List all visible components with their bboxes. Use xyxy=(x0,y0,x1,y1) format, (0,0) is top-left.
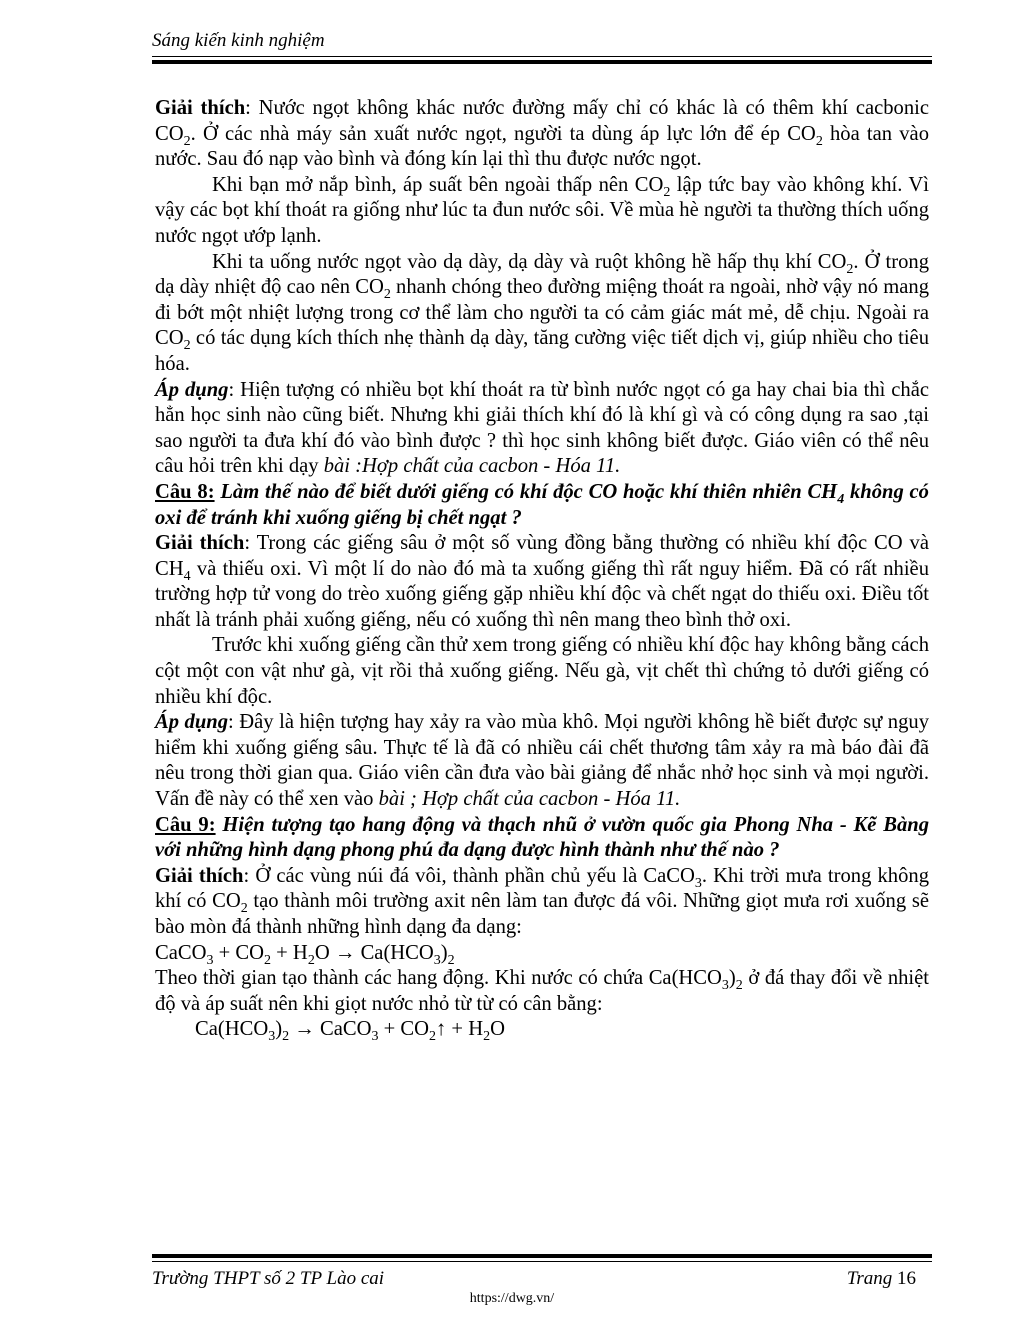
page-number: 16 xyxy=(897,1268,916,1289)
footer-url: https://dwg.vn/ xyxy=(469,1291,555,1306)
paragraph: Giải thích: Trong các giếng sâu ở một số vùng đồng bằng thường có nhiều khí độc CO và $CH_4$ và thiếu oxi. Vì một lí do nào đó mà ta xuống giếng thì rất nguy hiểm. Đã có rất nhiều trường hợp tử vong do trèo xuống giếng gặp nhiều khí độc và chết ngạt do thiếu oxi. Điều tốt nhất là tránh phải xuống giếng, nếu có xuống thì nên mang theo bình thở oxi. xyxy=(155,532,929,631)
paragraph: Áp dụng: Đây là hiện tượng hay xảy ra vào mùa khô. Mọi người không hề biết được sự nguy hiểm khi xuống giếng sâu. Thực tế là đã có nhiều cái chết thương tâm xảy ra mà báo đài đã nêu trong thời gian qua. Giáo viên cần đưa vào bài giảng để nhắc nhở học sinh và mọi người. Vấn đề này có thể xen vào bài ; Hợp chất của cacbon - Hóa 11. xyxy=(155,711,929,811)
paragraph: Trước khi xuống giếng cần thử xem trong giếng có nhiều khí độc hay không bằng cách cột một con vật như gà, vịt rồi thả xuống giếng. Nếu gà, vịt chết thì chứng tỏ dưới giếng có nhiều khí độc. xyxy=(155,634,929,708)
label-explanation: Giải thích xyxy=(155,864,244,887)
label-explanation: Giải thích xyxy=(155,97,246,119)
header-rule-thin xyxy=(152,56,932,57)
header-title: Sáng kiến kinh nghiệm xyxy=(152,30,325,51)
footer-school: Trường THPT số 2 TP Lào cai xyxy=(152,1268,385,1289)
paragraph: Khi bạn mở nắp bình, áp suất bên ngoài thấp nên $CO_2$ lập tức bay vào không khí. Vì vậy các bọt khí thoát ra giống như lúc ta đun nước sôi. Về mùa hè người ta thường thích uống nước ngọt ướp lạnh. xyxy=(155,173,929,247)
lesson-reference: bài :Hợp chất của cacbon - Hóa 11. xyxy=(323,455,621,478)
question-number: Câu 9: xyxy=(155,813,216,836)
question-heading: Câu 8: Làm thế nào để biết dưới giếng có khí độc CO hoặc khí thiên nhiên $CH_4$ không có oxi để tránh khi xuống giếng bị chết ngạt ? xyxy=(155,480,929,529)
paragraph: Áp dụng: Hiện tượng có nhiều bọt khí thoát ra từ bình nước ngọt có ga hay chai bia thì chắc hẳn học sinh nào cũng biết. Nhưng khi giải thích khí đó là khí gì và có công dụng ra sao ,tại sao người ta đưa khí đó vào bình được ? thì học sinh không biết được. Giáo viên có thể nêu câu hỏi trên khi dạy bài :Hợp chất của cacbon - Hóa 11. xyxy=(155,378,930,478)
header-rule-thick xyxy=(152,60,932,64)
question-heading: Câu 9: Hiện tượng tạo hang động và thạch nhũ ở vườn quốc gia Phong Nha - Kẽ Bàng với những hình dạng phong phú đa dạng được hình thành như thế nào ? xyxy=(155,813,929,862)
label-explanation: Giải thích xyxy=(155,532,245,555)
label-application: Áp dụng xyxy=(155,378,229,401)
question-number: Câu 8: xyxy=(155,480,215,503)
paragraph: Giải thích: Ở các vùng núi đá vôi, thành phần chủ yếu là CaCO$_3$. Khi trời mưa trong không khí có $CO_2$ tạo thành môi trường axit nên làm tan được đá vôi. Những giọt mưa rơi xuống sẽ bào mòn đá thành những hình dạng đa dạng: xyxy=(155,864,929,938)
paragraph: Theo thời gian tạo thành các hang động. Khi nước có chứa $Ca(HCO_3)_2$ ở đá thay đổi về nhiệt độ và áp suất nên khi giọt nước nhỏ từ từ có cân bằng: xyxy=(155,967,929,1015)
paragraph: Khi ta uống nước ngọt vào dạ dày, dạ dày và ruột không hề hấp thụ khí $CO_2$. Ở trong dạ dày nhiệt độ cao nên $CO_2$ nhanh chóng theo đường miệng thoát ra ngoài, nhờ vậy nó mang đi bớt một nhiệt lượng trong cơ thể làm cho người ta có cảm giác mát mẻ, dễ chịu. Ngoài ra $CO_2$ có tác dụng kích thích nhẹ thành dạ dày, tăng cường việc tiết dịch vị, giúp nhiều cho tiêu hóa. xyxy=(155,250,929,375)
lesson-reference: bài ; Hợp chất của cacbon - Hóa 11. xyxy=(378,788,681,811)
document-body xyxy=(155,96,929,1043)
label-application: Áp dụng xyxy=(155,711,229,734)
chemical-equation: $Ca(HCO_3)_2$ → CaCO$_3$ + $CO_2↑ + H_2O$ xyxy=(195,1018,505,1045)
footer-rule-thin xyxy=(152,1261,932,1262)
paragraph: Giải thích: Nước ngọt không khác nước đường mấy chỉ có khác là có thêm khí cacbonic $CO_2$. Ở các nhà máy sản xuất nước ngọt, người ta dùng áp lực lớn để ép $CO_2$ hòa tan vào nước. Sau đó nạp vào bình và đóng kín lại thì thu được nước ngọt. xyxy=(155,97,929,171)
chemical-equation: CaCO$_3$ + $CO_2 + H_2O \to Ca(HCO_3)_2$ xyxy=(155,941,455,968)
page-label: Trang xyxy=(846,1268,893,1289)
footer-rule-thick xyxy=(152,1254,932,1258)
footer-page-number xyxy=(847,1268,916,1290)
